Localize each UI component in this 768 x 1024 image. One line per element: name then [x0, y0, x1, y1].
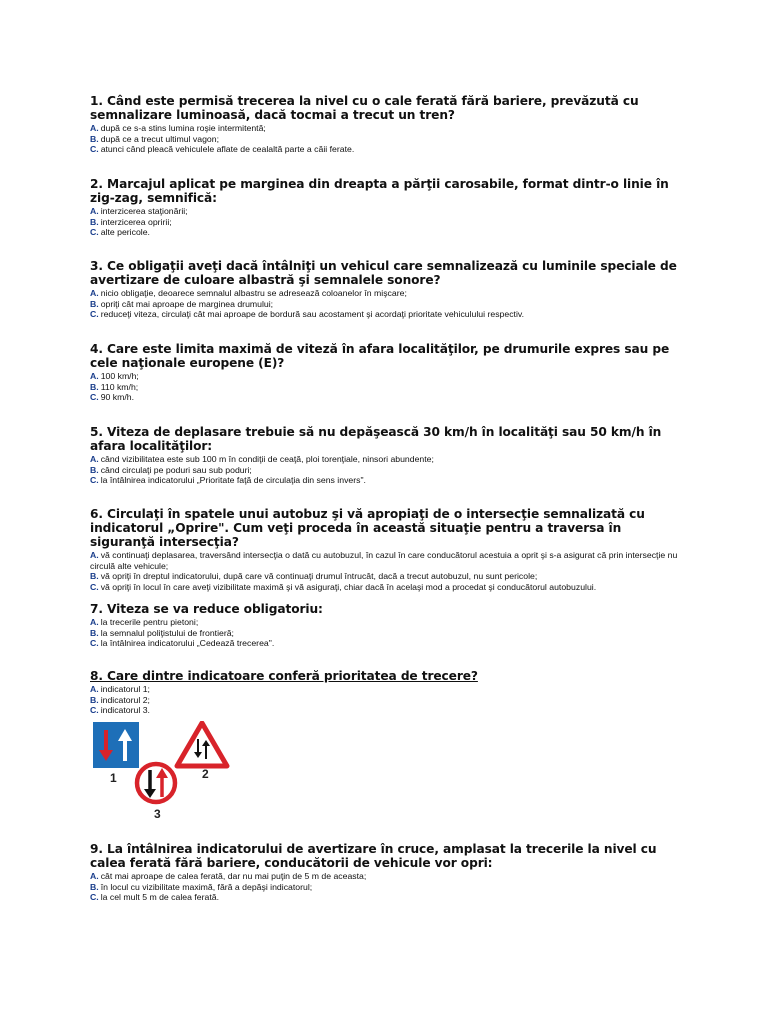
answer-b: B. 110 km/h;	[90, 381, 139, 392]
sign-label-1: 1	[110, 771, 117, 785]
question-5	[90, 425, 690, 486]
question-4	[90, 342, 690, 403]
question-title: 2. Marcajul aplicat pe marginea din dreapta a părţii carosabile, format dintr-o linie în zig-zag, semnifică:	[90, 177, 669, 205]
sign-label-3: 3	[154, 807, 161, 821]
answer-a: A. indicatorul 1;	[90, 684, 150, 694]
sign-label-2: 2	[202, 767, 209, 781]
question-2	[90, 177, 690, 238]
answer-a: A. după ce s-a stins lumina roşie intermitentă;	[90, 123, 266, 133]
answer-c: C. la întâlnirea indicatorului „Prioritate faţă de circulaţia din sens invers".	[90, 475, 366, 485]
question-6	[90, 507, 690, 592]
question-title: 4. Care este limita maximă de viteză în afara localităţilor, pe drumurile expres sau pe cele naţionale europene (E)?	[90, 342, 670, 370]
answer-c: C. la cel mult 5 m de calea ferată.	[90, 892, 219, 902]
two-way-traffic-warning-sign-icon	[177, 723, 227, 766]
answer-b: B. la semnalul poliţistului de frontieră;	[90, 627, 234, 638]
question-title: 9. La întâlnirea indicatorului de avertizare în cruce, amplasat la trecerile la nivel cu calea ferată fără bariere, conducătorii de vehicule vor opri:	[90, 842, 657, 870]
answer-c: C. indicatorul 3.	[90, 705, 150, 715]
question-3	[90, 259, 690, 320]
answer-a: A. vă continuaţi deplasarea, traversând intersecţia o dată cu autobuzul, în cazul în care conducătorul acestuia a oprit şi s-a asigurat că prin intersecţie nu circulă alte vehicule;	[90, 550, 678, 571]
answer-b: B. în locul cu vizibilitate maximă, fără a depăşi indicatorul;	[90, 881, 313, 892]
question-title: 1. Când este permisă trecerea la nivel cu o cale ferată fără bariere, prevăzută cu semnalizare luminoasă, dacă tocmai a trecut un tren?	[90, 94, 639, 122]
answer-b: B. indicatorul 2;	[90, 694, 150, 705]
priority-over-oncoming-sign-icon	[93, 722, 139, 768]
answer-a: A. interzicerea staţionării;	[90, 206, 188, 216]
question-title: 8. Care dintre indicatoare conferă prioritatea de trecere?	[90, 669, 478, 683]
answer-b: B. vă opriţi în dreptul indicatorului, după care vă continuaţi drumul întrucât, dacă a trecut autobuzul, nu sunt pericole;	[90, 571, 538, 581]
question-title: 5. Viteza de deplasare trebuie să nu depăşească 30 km/h în localităţi sau 50 km/h în afara localităţilor:	[90, 425, 662, 453]
answer-c: C. la întâlnirea indicatorului „Cedează trecerea".	[90, 638, 275, 648]
answer-c: C. vă opriţi în locul în care aveţi vizibilitate maximă şi vă asiguraţi, chiar dacă în acelaşi mod a procedat şi conducătorul autobuzului.	[90, 581, 597, 592]
answer-c: C. alte pericole.	[90, 227, 150, 237]
give-way-to-oncoming-sign-icon	[137, 764, 175, 802]
question-8	[90, 669, 690, 716]
answer-a: A. 100 km/h;	[90, 371, 139, 381]
question-9	[90, 842, 690, 903]
answer-a: A. la trecerile pentru pietoni;	[90, 617, 199, 627]
answer-b: B. după ce a trecut ultimul vagon;	[90, 133, 220, 144]
answer-a: A. nicio obligaţie, deoarece semnalul albastru se adresează coloanelor în mişcare;	[90, 288, 407, 298]
answer-c: C. 90 km/h.	[90, 392, 135, 402]
question-1	[90, 94, 690, 155]
answer-b: B. interzicerea opririi;	[90, 216, 172, 227]
traffic-signs-figure	[92, 721, 232, 825]
answer-b: B. când circulaţi pe poduri sau sub poduri;	[90, 464, 252, 475]
question-title: 7. Viteza se va reduce obligatoriu:	[90, 602, 323, 616]
question-title: 3. Ce obligaţii aveţi dacă întâlniţi un vehicul care semnalizează cu luminile speciale de avertizare de culoare albastră şi semnalele sonore?	[90, 259, 677, 287]
answer-a: A. când vizibilitatea este sub 100 m în condiţii de ceaţă, ploi torenţiale, ninsori abundente;	[90, 454, 434, 464]
question-7	[90, 602, 690, 649]
answer-c: C. atunci când pleacă vehiculele aflate de cealaltă parte a căii ferate.	[90, 144, 355, 154]
answer-b: B. opriţi cât mai aproape de marginea drumului;	[90, 298, 274, 309]
answer-a: A. cât mai aproape de calea ferată, dar nu mai puţin de 5 m de aceasta;	[90, 871, 367, 881]
answer-c: C. reduceţi viteza, circulaţi cât mai aproape de bordură sau acostament şi acordaţi prioritate vehiculului respectiv.	[90, 309, 525, 319]
question-title: 6. Circulaţi în spatele unui autobuz şi vă apropiaţi de o intersecţie semnalizată cu indicatorul „Oprire". Cum veţi proceda în această situaţie pentru a traversa în siguranţă intersecţia?	[90, 507, 645, 549]
